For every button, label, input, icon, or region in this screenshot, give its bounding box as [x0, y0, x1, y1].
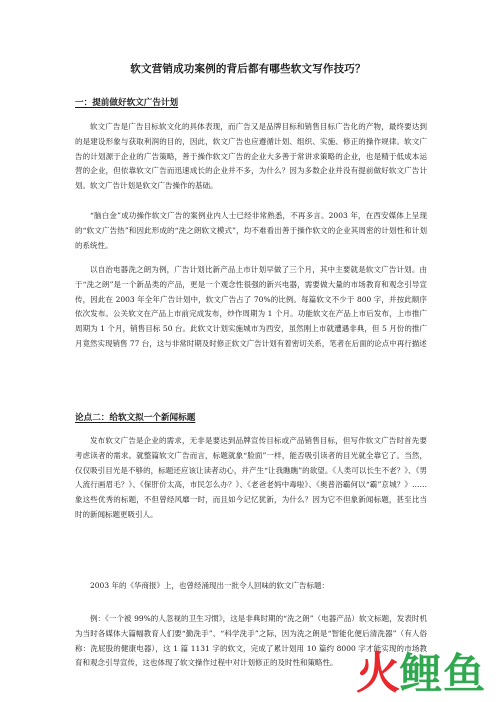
section-2-heading: 论点二：给软文拟一个新闻标题 [75, 413, 196, 423]
document-title: 软文营销成功案例的背后都有哪些软文写作技巧？ [130, 63, 366, 75]
section-1-paragraph-3: 以自治电器洗之朗为例，广告计划比新产品上市计划早做了三个月，其中主要就是软文广告计划。由于“洗之朗”是一个新品类的产品，更是一个观念性很强的新兴电器，需要做大量的市场教育和观念引导宣传，因此在 2003 年全年广告计划中，软文广告占了 70%的比例。每篇软文不少于 800 字，并按此顺序依次发布。公关软文在产品上市前完成发布，炒作周期为 1 个月。功能软文在产品上市后发布，上市推广周期为 1 个月，销售目标 50 台。此软文计划实施城市为西安，虽然刚上市就遭遇非典，但 5 月份的推广月竟然实现销售 77 台，这与非常时期及时修正软文广告计划有着密切关系，笔者在后面的论点中再行描述 [75, 265, 427, 348]
logo-fire-glyph: 火 [356, 648, 400, 696]
section-2-paragraph-2: 2003 年的《华商报》上，也曾经涌现出一批令人回味的软文广告标题： [90, 581, 329, 590]
section-2-paragraph-1: 发布软文广告是企业的需求，无非是要达到品牌宣传目标或产品销售目标，但写作软文广告时首先要考虑读者的需求。就整篇软文广告而言，标题就象“脸面”一样，能否吸引读者的目光就全靠它了。当然，仅仅吸引目光是不够的，标题还应该让读者动心，并产生“让我瞧瞧”的欲望。《人类可以长生不老？》、《男人流行画眉毛？》、《保肝价太高，市民怎么办？》、《老爸老妈中毒啦》、《奥普浴霸何以“霸”京城？》……象这些优秀的标题，不但曾经风靡一时，而且如今记忆犹新，为什么？因为它不但象新闻标题，甚至比当时的新闻标题更吸引人。 [75, 436, 427, 519]
section-2-paragraph-3: 例：《一个被 99%的人忽视的卫生习惯》，这是非典时期的“洗之朗”（电器产品）软文标题，发表时机为当时各媒体大篇幅教育人们要“勤洗手”、“科学洗手”之际，因为洗之朗是“智能化便后清洗器”（有人俗称：洗屁股的健康电器），这 1 篇 1131 字的软文，完成了累计划用 10 篇约 8000 字才能实现的市场教育和观念引导宣传，这也体现了软文操作过程中对计划修正的及时性和策略性。 [75, 614, 427, 668]
huoliyu-logo [354, 640, 486, 696]
logo-carp-glyph: 鲤 [400, 649, 443, 696]
section-1-paragraph-2: “脑白金”成功操作软文广告的案例业内人士已经非常熟悉，不再多言。2003 年，在西安媒体上呈现的“软文广告热”和因此形成的“洗之朗软文模式”，均不难看出善于操作软文的企业其周密的计划性和计划的系统性。 [75, 211, 427, 250]
section-1-paragraph-1: 软文广告是广告目标软文化的具体表现，而广告又是品牌目标和销售目标广告化的产物，最终要达到的是建设形象与获取利润的目的，因此，软文广告也应遵循计划、组织、实施、修正的操作规律。软文广告的计划源于企业的广告策略，善于操作软文广告的企业大多善于常讲求策略的企业，也是精于低成本运营的企业，但依靠软文广告而迅速成长的企业并不多，为什么？因为多数企业并没有提前做好软文广告计划。软文广告计划是软文广告操作的基础。 [75, 122, 427, 191]
section-1-heading: 一：提前做好软文广告计划 [75, 98, 179, 108]
logo-fish-glyph: 鱼 [443, 649, 486, 696]
